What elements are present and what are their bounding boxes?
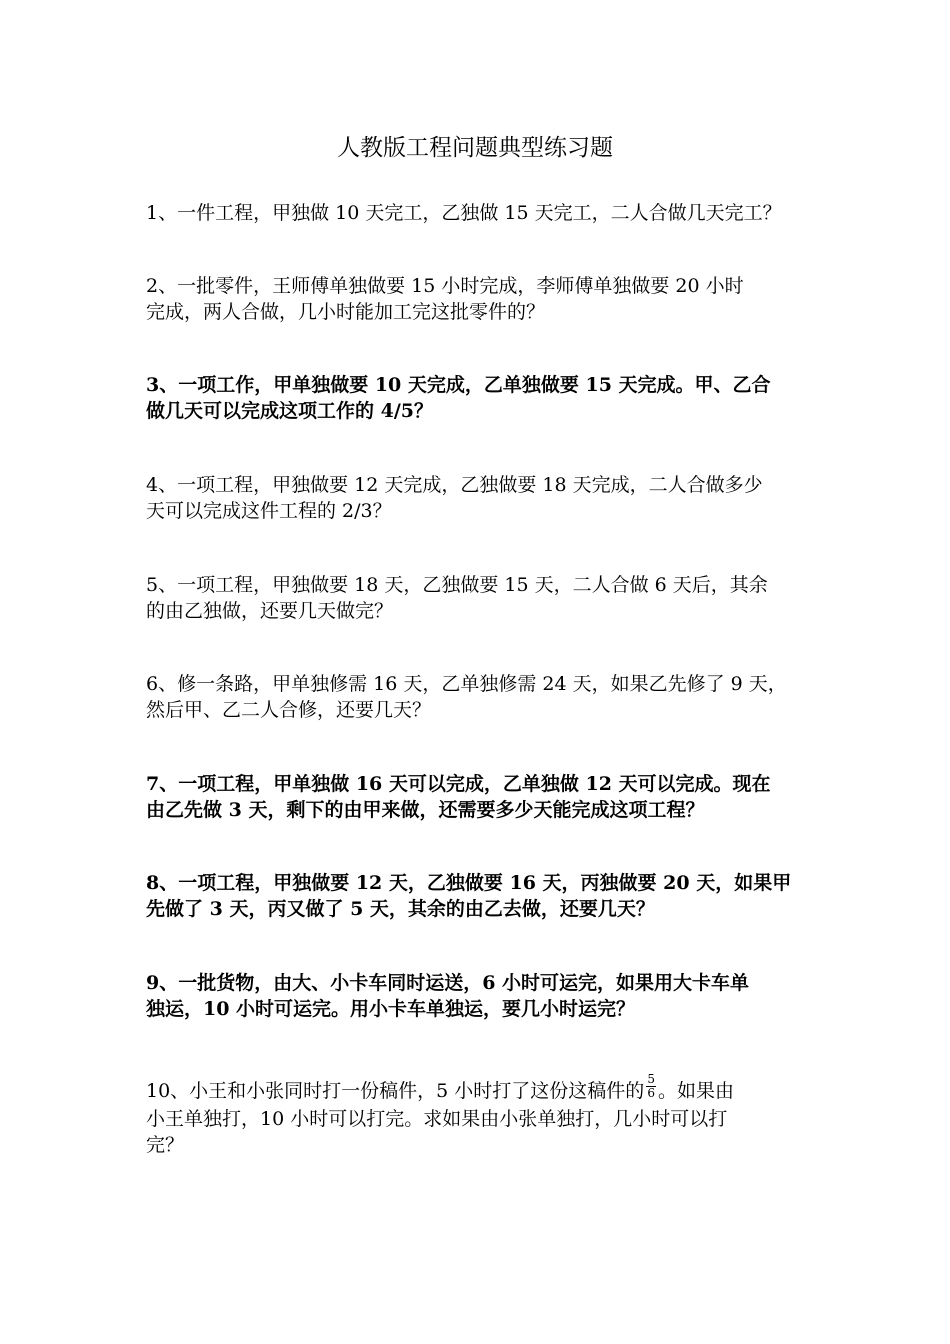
problem-line: 5、一项工程，甲独做要 18 天，乙独做要 15 天，二人合做 6 天后，其余 [146, 574, 768, 596]
problem-text: 10、小王和小张同时打一份稿件，5 小时打了这份这稿件的 [146, 1080, 645, 1102]
problem-line: 由乙先做 3 天，剩下的由甲来做，还需要多少天能完成这项工程？ [146, 799, 705, 821]
problem-line: 的由乙独做，还要几天做完？ [146, 600, 394, 622]
problem-line: 天可以完成这件工程的 2/3？ [146, 500, 392, 522]
problem-8 [146, 870, 816, 922]
problem-line: 做几天可以完成这项工作的 4/5？ [146, 400, 433, 422]
problem-line: 9、一批货物，由大、小卡车同时运送，6 小时可运完，如果用大卡车单 [146, 972, 750, 994]
problem-1 [146, 200, 816, 226]
problem-line [146, 1106, 816, 1132]
problem-line: 1、一件工程，甲独做 10 天完工，乙独做 15 天完工，二人合做几天完工？ [146, 202, 782, 224]
problem-line: 6、修一条路，甲单独修需 16 天，乙单独修需 24 天，如果乙先修了 9 天， [146, 673, 787, 695]
problem-6 [146, 671, 816, 723]
page-title: 人教版工程问题典型练习题 [337, 135, 613, 161]
problem-line: 先做了 3 天，丙又做了 5 天，其余的由乙去做，还要几天？ [146, 898, 655, 920]
problem-line: 完成，两人合做，几小时能加工完这批零件的？ [146, 301, 546, 323]
problem-line: 独运，10 小时可运完。用小卡车单独运，要几小时运完？ [146, 998, 636, 1020]
problem-5 [146, 572, 816, 624]
problem-text: 小王单独打，10 小时可以打完。求如果由小张单独打，几小时可以打 [146, 1107, 728, 1130]
problem-line: 2、一批零件，王师傅单独做要 15 小时完成，李师傅单独做要 20 小时 [146, 275, 744, 297]
fraction [646, 1073, 656, 1100]
problem-7 [146, 771, 816, 823]
problem-10 [146, 1071, 816, 1158]
fraction-numerator: 5 [647, 1071, 655, 1086]
problem-line: 3、一项工作，甲单独做要 10 天完成，乙单独做要 15 天完成。甲、乙合 [146, 374, 771, 396]
problem-3 [146, 372, 816, 424]
problem-line: 然后甲、乙二人合修，还要几天？ [146, 699, 432, 721]
problem-line: 4、一项工程，甲独做要 12 天完成，乙独做要 18 天完成，二人合做多少 [146, 474, 763, 496]
problem-9 [146, 970, 816, 1022]
problem-line: 8、一项工程，甲独做要 12 天，乙独做要 16 天，丙独做要 20 天，如果甲 [146, 872, 792, 894]
fraction-denominator: 6 [647, 1085, 655, 1100]
problem-line-with-fraction [146, 1071, 816, 1106]
problem-line: 7、一项工程，甲单独做 16 天可以完成，乙单独做 12 天可以完成。现在 [146, 773, 771, 795]
problem-2 [146, 273, 816, 325]
problem-text: 。如果由 [657, 1080, 734, 1102]
problem-4 [146, 472, 816, 524]
problem-line: 完？ [146, 1133, 185, 1156]
